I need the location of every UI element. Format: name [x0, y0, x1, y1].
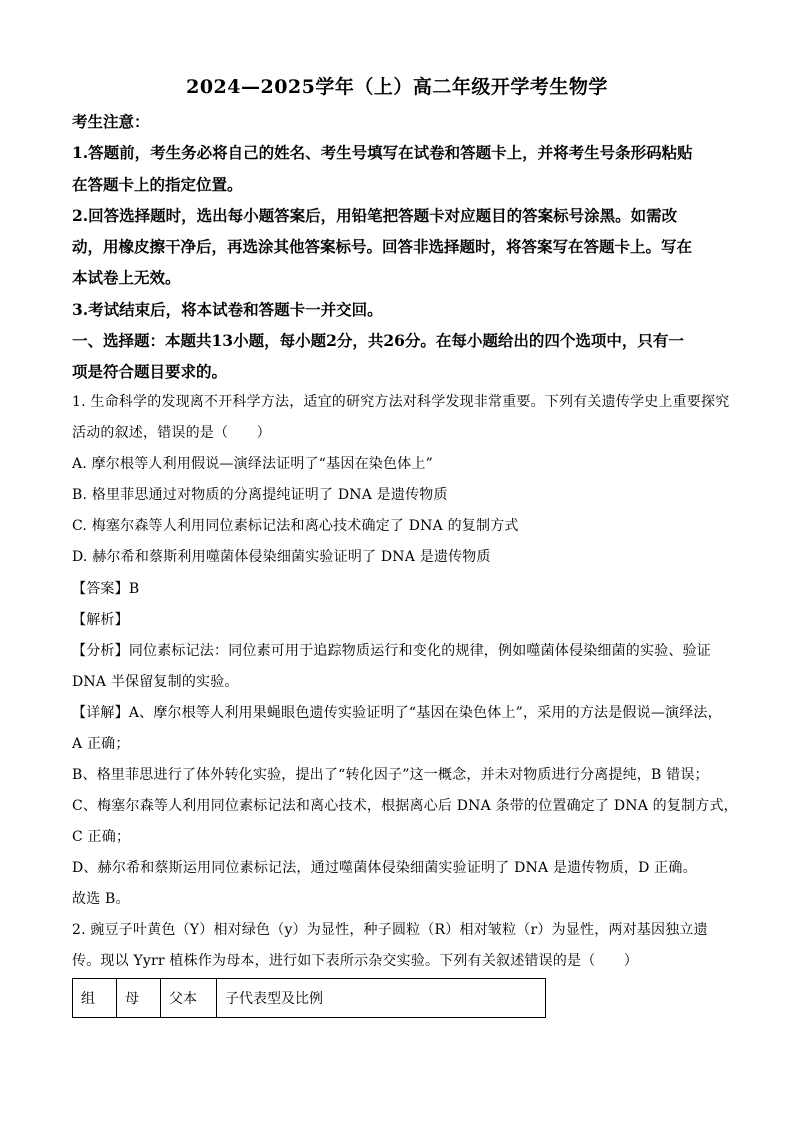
fenxi-text: DNA 半保留复制的实验。: [72, 674, 239, 690]
xiangjie-text: D、赫尔希和蔡斯运用同位素标记法，通过噬菌体侵染细菌实验证明了 DNA 是遗传物质，D 正确。: [72, 860, 697, 876]
question-stem: 1. 生命科学的发现离不开科学方法，适宜的研究方法对科学发现非常重要。下列有关遗传学史上重要探究: [72, 394, 730, 410]
answer-line: [72, 578, 139, 598]
notice-line: 在答题卡上的指定位置。: [72, 175, 243, 194]
table-header-cell: 父本: [161, 979, 217, 1018]
notice-line: 动，用橡皮擦干净后，再选涂其他答案标号。回答非选择题时，将答案写在答题卡上。写在: [72, 237, 693, 256]
fenxi-line: [72, 640, 711, 660]
table-header-cell: 母: [117, 979, 161, 1018]
xiangjie-text: 故选 B。: [72, 891, 130, 907]
option-a: A. 摩尔根等人利用假说—演绎法证明了“基因在染色体上”: [72, 456, 433, 472]
fenxi-tag: 【分析】: [72, 643, 129, 659]
xiangjie-text: A、摩尔根等人利用果蝇眼色遗传实验证明了“基因在染色体上”，采用的方法是假说—演绎法，: [128, 705, 722, 721]
xiangjie-text: C、梅塞尔森等人利用同位素标记法和离心技术，根据离心后 DNA 条带的位置确定了 DNA 的复制方式，: [72, 798, 738, 814]
answer-tag: 【答案】: [72, 581, 129, 597]
notice-line: 本试卷上无效。: [72, 268, 181, 287]
xiangjie-text: A 正确；: [72, 736, 130, 752]
option-b: B. 格里菲思通过对物质的分离提纯证明了 DNA 是遗传物质: [72, 487, 448, 503]
table-header-row: [73, 979, 546, 1018]
notice-line: 3.考试结束后，将本试卷和答题卡一并交回。: [72, 300, 383, 319]
cross-table: [72, 978, 546, 1018]
question-stem: 2. 豌豆子叶黄色（Y）相对绿色（y）为显性，种子圆粒（R）相对皱粒（r）为显性，两对基因独立遗: [72, 922, 708, 938]
section-heading: 项是符合题目要求的。: [72, 362, 228, 381]
table-header-cell: 子代表型及比例: [217, 979, 546, 1018]
option-c: C. 梅塞尔森等人利用同位素标记法和离心技术确定了 DNA 的复制方式: [72, 518, 519, 534]
xiangjie-text: C 正确；: [72, 829, 131, 845]
xiangjie-line: [72, 702, 722, 722]
xiangjie-tag: 【详解】: [72, 705, 129, 721]
table-header-cell: 组: [73, 979, 117, 1018]
analysis-tag: 【解析】: [72, 612, 129, 628]
section-heading: 一、选择题：本题共13小题，每小题2分，共26分。在每小题给出的四个选项中，只有一: [72, 331, 684, 350]
notice-line: 1.答题前，考生务必将自己的姓名、考生号填写在试卷和答题卡上，并将考生号条形码粘贴: [72, 143, 693, 162]
notice-line: 2.回答选择题时，选出每小题答案后，用铅笔把答题卡对应题目的答案标号涂黑。如需改: [72, 206, 678, 225]
answer-value: B: [128, 581, 140, 597]
option-d: D. 赫尔希和蔡斯利用噬菌体侵染细菌实验证明了 DNA 是遗传物质: [72, 549, 491, 565]
question-stem: 活动的叙述，错误的是（ ）: [72, 425, 271, 441]
xiangjie-text: B、格里菲思进行了体外转化实验，提出了“转化因子”这一概念，并未对物质进行分离提纯，B 错误；: [72, 767, 709, 783]
page-title: 2024—2025学年（上）高二年级开学考生物学: [186, 76, 608, 98]
question-stem: 传。现以 Yyrr 植株作为母本，进行如下表所示杂交实验。下列有关叙述错误的是（ ）: [72, 953, 639, 969]
fenxi-text: 同位素标记法：同位素可用于追踪物质运行和变化的规律，例如噬菌体侵染细菌的实验、验证: [128, 643, 712, 659]
notice-heading: 考生注意：: [72, 112, 150, 131]
